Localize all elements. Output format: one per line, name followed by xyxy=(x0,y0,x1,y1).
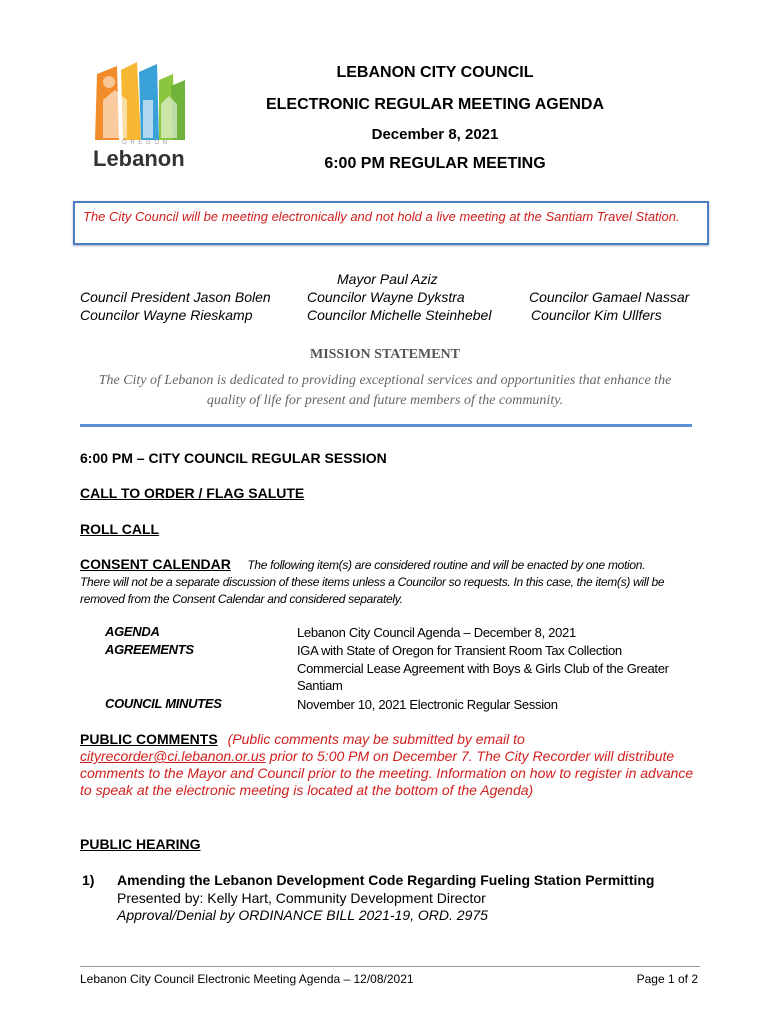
mayor-name: Mayor Paul Aziz xyxy=(337,271,438,287)
hearing-action: Approval/Denial by ORDINANCE BILL 2021-19, ORD. 2975 xyxy=(117,907,488,923)
council-col2-row2: Councilor Michelle Steinhebel xyxy=(307,307,492,323)
agreements-value-2: Commercial Lease Agreement with Boys & Girls Club of the Greater Santiam xyxy=(297,661,669,693)
meeting-time: 6:00 PM REGULAR MEETING xyxy=(324,155,546,172)
council-col3-row1: Councilor Gamael Nassar xyxy=(529,289,690,305)
consent-intro: The following item(s) are considered routine and will be enacted by one motion. xyxy=(247,558,646,572)
roll-call-heading: ROLL CALL xyxy=(80,521,160,537)
public-comments-block xyxy=(80,731,695,799)
mission-text: The City of Lebanon is dedicated to providing exceptional services and opportunities that enhance the quality of life for present and future members of the community. xyxy=(98,373,672,408)
public-hearing-heading: PUBLIC HEARING xyxy=(80,836,201,852)
consent-description: There will not be a separate discussion of these items unless a Councilor so requests. In this case, the item(s) will be removed from the Consent Calendar and considered separately. xyxy=(80,575,665,606)
public-comments-open: (Public comments may be submitted by email to xyxy=(227,731,525,747)
public-comments-rest: prior to 5:00 PM on December 7. The City Recorder will distribute comments to the Mayor and Council prior to the meeting. Information on how to register in advance to speak at the electronic meeting is located at the bottom of the Agenda) xyxy=(80,748,694,798)
council-title: LEBANON CITY COUNCIL xyxy=(336,64,534,81)
agenda-title: ELECTRONIC REGULAR MEETING AGENDA xyxy=(265,96,605,113)
agenda-value: Lebanon City Council Agenda – December 8, 2021 xyxy=(297,625,576,640)
public-comments-heading: PUBLIC COMMENTS xyxy=(80,731,218,747)
page-number: Page 1 of 2 xyxy=(636,972,698,986)
regular-session-heading: 6:00 PM – CITY COUNCIL REGULAR SESSION xyxy=(80,450,387,466)
agreements-label: AGREEMENTS xyxy=(105,642,194,657)
electronic-notice-box xyxy=(73,201,709,245)
logo-oregon-text: O R E G O N xyxy=(121,140,168,146)
agenda-label: AGENDA xyxy=(105,624,160,639)
footer-divider xyxy=(80,966,700,967)
hearing-item-title: Amending the Lebanon Development Code Regarding Fueling Station Permitting xyxy=(117,872,655,888)
lebanon-logo xyxy=(85,60,195,175)
council-col1-row2: Councilor Wayne Rieskamp xyxy=(80,307,253,323)
council-minutes-value: November 10, 2021 Electronic Regular Session xyxy=(297,697,558,712)
agreements-value-1: IGA with State of Oregon for Transient Room Tax Collection xyxy=(297,643,622,658)
recorder-email-link[interactable]: cityrecorder@ci.lebanon.or.us xyxy=(80,748,266,764)
hearing-item-number: 1) xyxy=(82,872,95,888)
logo-name-text: Lebanon xyxy=(93,146,185,171)
logo-graphic xyxy=(85,60,195,148)
notice-text: The City Council will be meeting electronically and not hold a live meeting at the Santiam Travel Station. xyxy=(83,209,680,224)
council-col2-row1: Councilor Wayne Dykstra xyxy=(307,289,465,305)
council-minutes-label: COUNCIL MINUTES xyxy=(105,696,222,711)
council-col3-row2: Councilor Kim Ullfers xyxy=(531,307,662,323)
mission-heading: MISSION STATEMENT xyxy=(309,347,460,362)
section-divider xyxy=(80,424,692,427)
call-to-order-heading: CALL TO ORDER / FLAG SALUTE xyxy=(80,485,305,501)
footer-left-text: Lebanon City Council Electronic Meeting Agenda – 12/08/2021 xyxy=(80,972,414,986)
consent-calendar-heading: CONSENT CALENDAR xyxy=(80,556,231,572)
council-col1-row1: Council President Jason Bolen xyxy=(80,289,271,305)
meeting-date: December 8, 2021 xyxy=(371,126,499,143)
consent-calendar-block xyxy=(80,556,700,574)
hearing-presenter: Presented by: Kelly Hart, Community Development Director xyxy=(117,890,486,906)
